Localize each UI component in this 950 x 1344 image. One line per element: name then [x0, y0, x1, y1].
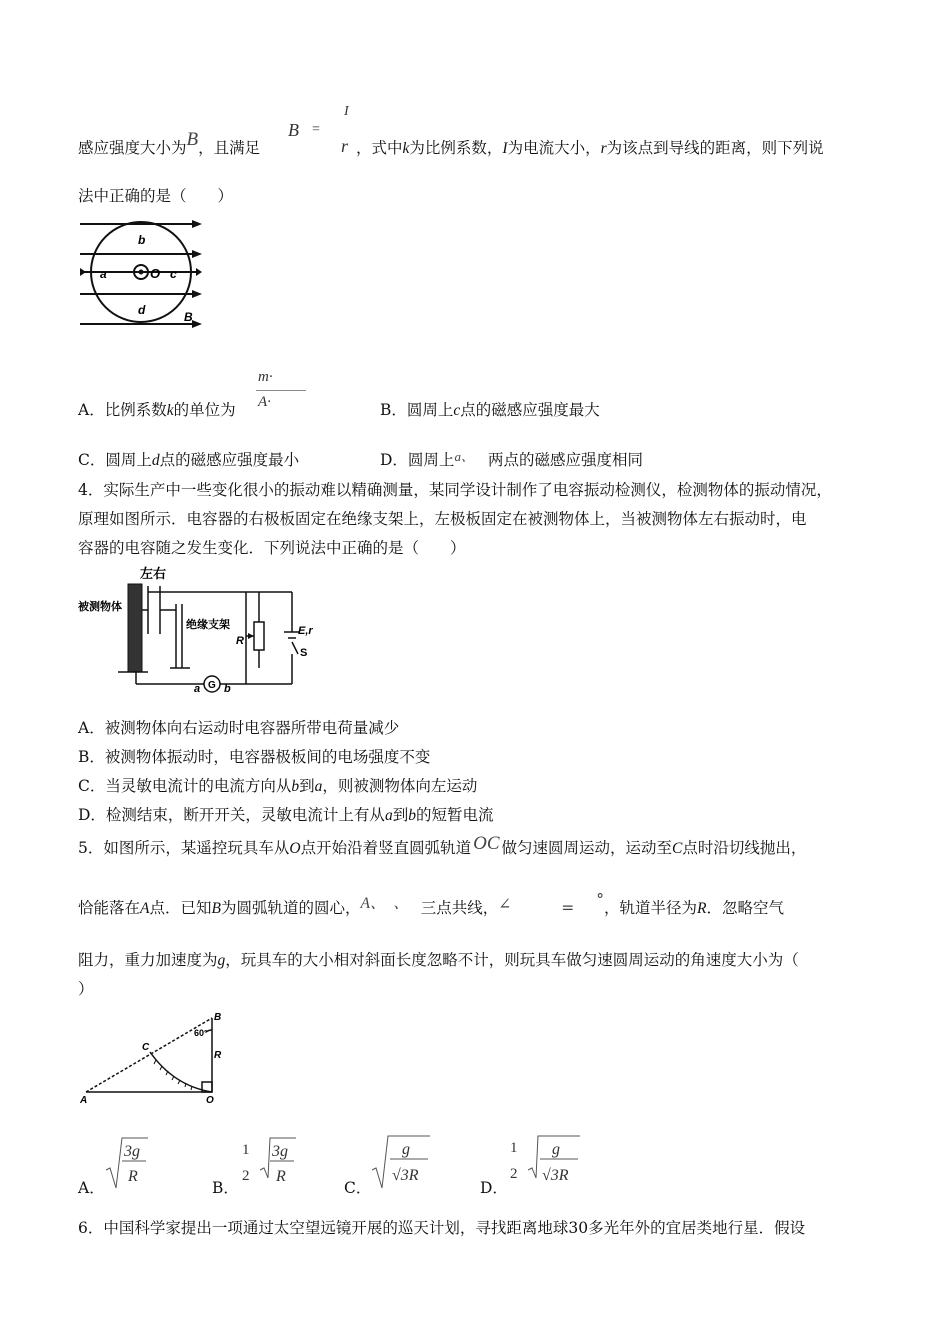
q4-fig-label-object: 被测物体 [78, 601, 122, 613]
q4-line2: 原理如图所示．电容器的右极板固定在绝缘支架上，左极板固定在被测物体上，当被测物体左右振动时，电 [78, 510, 807, 528]
q4-option-c: C．当灵敏电流计的电流方向从b到a，则被测物体向左运动 [78, 777, 478, 795]
q3-line1-rest: ，式中k为比例系数，I为电流大小，r为该点到导线的距离，则下列说 [356, 139, 824, 157]
q3-option-c: C．圆周上d点的磁感应强度最小 [78, 451, 300, 469]
q4-fig-label-left-right: 左右 [140, 566, 167, 581]
q5-fig-label-angle: 60° [194, 1028, 208, 1038]
q5-option-c-label: C． [344, 1179, 372, 1197]
q4-fig-label-S: S [300, 647, 308, 659]
q4-fig-label-E: E,r [298, 625, 313, 637]
q5-option-b-numerator: 3g [272, 1143, 288, 1160]
q5-option-c-denominator: √3R [392, 1167, 419, 1184]
q5-line3: 阻力，重力加速度为g，玩具车的大小相对斜面长度忽略不计，则玩具车做匀速圆周运动的角速度大小为（ [78, 951, 799, 969]
q5-option-d-numerator: g [552, 1141, 560, 1158]
q4-line3: 容器的电容随之发生变化．下列说法中正确的是（ ） [78, 539, 466, 557]
q3-figure-magnetic-field [78, 214, 204, 332]
q3-fig-label-d: d [138, 303, 146, 317]
q3-option-a-denominator: A· [258, 394, 271, 410]
q5-line2: 恰能落在A点．已知B为圆弧轨道的圆心，A、 、 三点共线，∠ = °，轨道半径为R．忽略空气 [78, 891, 784, 917]
q4-option-d: D．检测结束，断开开关，灵敏电流计上有从a到b的短暂电流 [78, 806, 494, 824]
q3-fig-label-O: O [150, 266, 161, 281]
q5-option-b-denominator: R [276, 1168, 286, 1185]
q5-line1: 5．如图所示，某遥控玩具车从O点开始沿着竖直圆弧轨道 OC 做匀速圆周运动，运动至C点时沿切线抛出， [78, 833, 807, 857]
q5-option-a-numerator: 3g [124, 1143, 140, 1160]
q3-option-a-numerator: m· [258, 369, 273, 385]
q5-figure-track [78, 1008, 228, 1104]
q3-option-a: A．比例系数k的单位为 [78, 401, 236, 419]
q3-formula-numerator: I [344, 104, 349, 119]
q3-fig-label-c: c [170, 267, 177, 281]
q5-fig-label-R: R [214, 1050, 222, 1061]
q5-fig-label-B: B [214, 1012, 222, 1023]
q3-line2: 法中正确的是（ ） [78, 187, 234, 205]
q4-fig-label-G: G [208, 680, 216, 691]
q5-option-d-frac-den: 2 [510, 1166, 518, 1182]
q3-fig-label-a: a [100, 267, 107, 281]
q4-fig-label-support: 绝缘支架 [186, 619, 230, 631]
q4-option-a: A．被测物体向右运动时电容器所带电荷量减少 [78, 719, 400, 737]
q3-option-d: D．圆周上$^{a、}$ 两点的磁感应强度相同 [380, 449, 643, 469]
q5-option-b-frac-num: 1 [242, 1142, 250, 1158]
q5-option-d-frac-num: 1 [510, 1140, 518, 1156]
q5-option-a-label: A． [78, 1179, 105, 1197]
q3-formula-eq: = [312, 122, 320, 137]
q4-fig-label-b: b [224, 683, 231, 694]
q3-formula-denominator: r [341, 136, 349, 156]
q3-line1 [78, 129, 261, 158]
q5-option-a-radical [104, 1134, 148, 1190]
q3-option-b: B．圆周上c点的磁感应强度最大 [380, 401, 600, 419]
q3-formula-lhs: B [288, 120, 299, 140]
q5-option-b-frac-den: 2 [242, 1168, 250, 1184]
q4-fig-label-R: R [236, 635, 244, 647]
q5-option-c-radical [370, 1132, 432, 1190]
q3-text: 感应强度大小为 [78, 139, 187, 157]
q3-symbol-B: B [186, 129, 199, 150]
q3-fig-label-B: B [184, 310, 193, 324]
q4-fig-label-a: a [194, 683, 201, 694]
q5-option-d-label: D． [480, 1179, 508, 1197]
q5-line4: ） [78, 980, 94, 998]
q5-fig-label-C: C [142, 1042, 150, 1053]
q4-option-b: B．被测物体振动时，电容器极板间的电场强度不变 [78, 748, 431, 766]
q5-option-d-denominator: √3R [542, 1167, 569, 1184]
q5-option-b-expression [240, 1134, 296, 1190]
q5-option-a-denominator: R [128, 1168, 138, 1185]
q4-line1: 4．实际生产中一些变化很小的振动难以精确测量，某同学设计制作了电容振动检测仪，检测物体的振动情况， [78, 481, 832, 499]
q6-line1: 6．中国科学家提出一项通过太空望远镜开展的巡天计划，寻找距离地球30多光年外的宜居类地行星．假设 [78, 1219, 806, 1237]
q4-figure-circuit [78, 564, 324, 694]
q3-option-a-fraction-bar [256, 390, 306, 391]
q5-fig-label-O: O [206, 1095, 214, 1104]
q3-fig-label-b: b [138, 233, 146, 247]
q5-option-b-label: B． [212, 1179, 239, 1197]
q5-option-c-numerator: g [402, 1141, 410, 1158]
q3-text: ，且满足 [198, 139, 261, 157]
q5-fig-label-A: A [80, 1095, 88, 1104]
q5-option-d-expression [508, 1132, 582, 1190]
